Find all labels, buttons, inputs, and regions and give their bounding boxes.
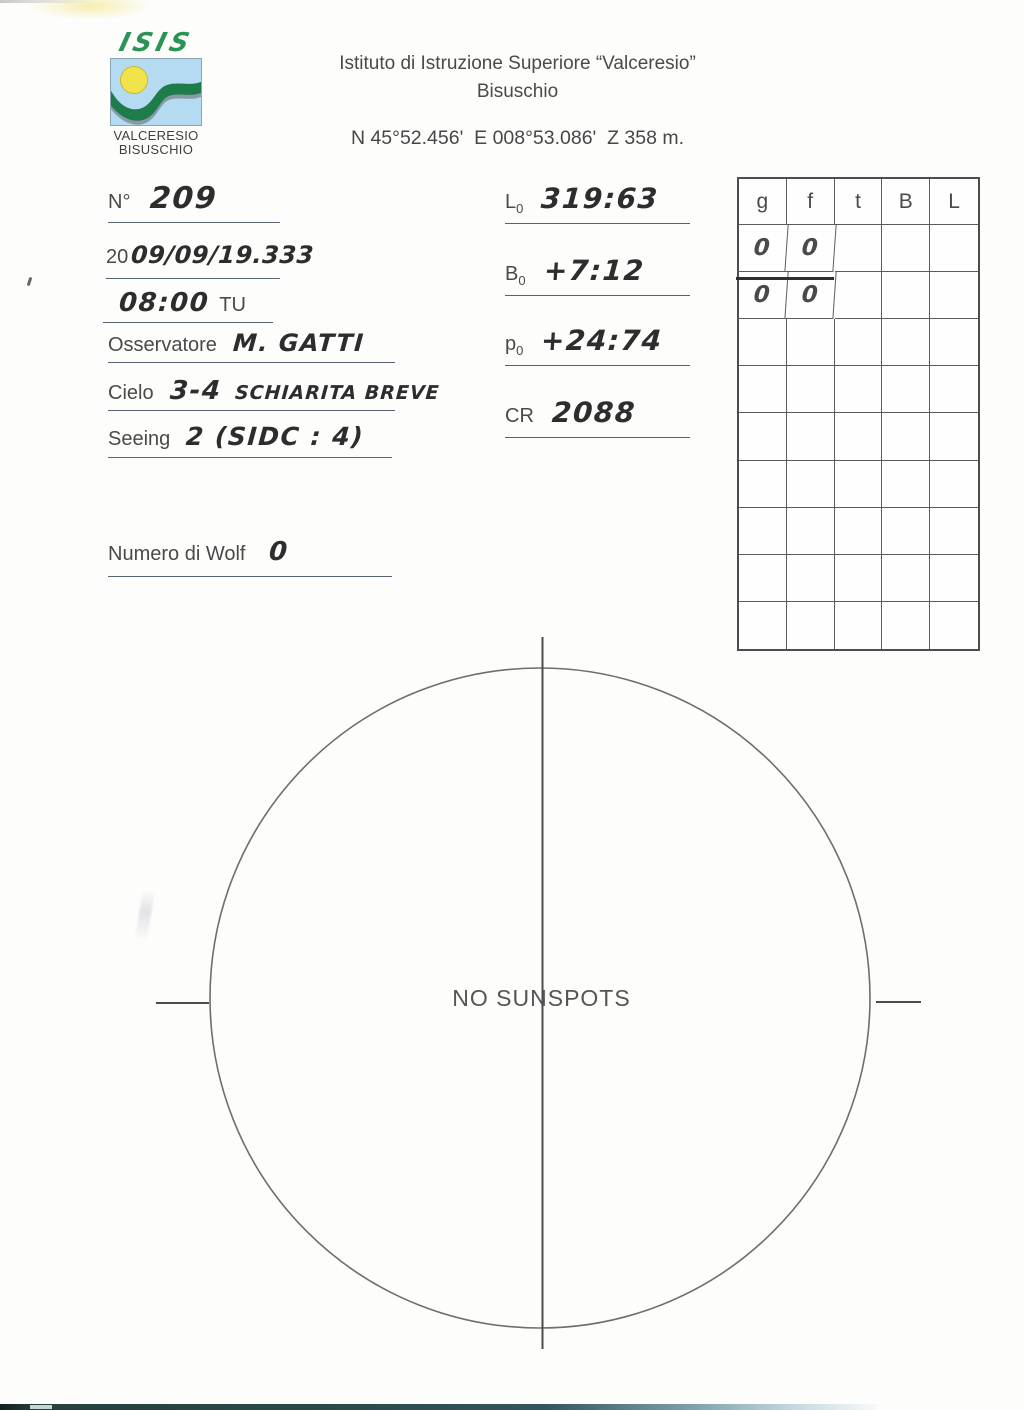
counts-table-cell-r2-c1: 0 (737, 272, 788, 319)
institute-name: Istituto di Istruzione Superiore “Valceresio” (339, 53, 696, 74)
observer-label: Osservatore (108, 334, 217, 356)
sky-note: SCHIARITA BREVE (234, 382, 441, 404)
seeing-label: Seeing (108, 428, 171, 450)
time-value: 08:00 (117, 288, 211, 318)
no-sunspots-annotation: NO SUNSPOTS (452, 985, 631, 1011)
date-value: 09/09/19.333 (130, 241, 316, 269)
logo-name-line1: VALCERESIO (113, 128, 199, 143)
cr-label: CR (505, 405, 534, 427)
counts-table-cell-r1-c2: 0 (785, 225, 836, 272)
p0-value: +24:74 (540, 324, 665, 357)
observer-value: M. GATTI (231, 329, 366, 357)
sky-label: Cielo (108, 382, 154, 404)
cr-value: 2088 (550, 396, 637, 429)
l0-label: $L_0$ (505, 191, 524, 216)
b0-value: +7:12 (542, 254, 646, 287)
counts-table-header-g: g (739, 179, 787, 225)
logo-name-line2: BISUSCHIO (118, 142, 194, 157)
p0-label: $p_0$ (505, 333, 524, 358)
institute-town: Bisuschio (476, 81, 559, 102)
observatory-coordinates: N 45°52.456' E 008°53.086' Z 358 m. (350, 127, 685, 149)
counts-table-header-L: L (930, 179, 978, 225)
sheet-number-value: 209 (149, 181, 219, 216)
sheet-number-label: N° (108, 191, 131, 213)
counts-table-header-f: f (787, 179, 835, 225)
wolf-number-label: Numero di Wolf (108, 543, 246, 565)
logo-acronym-text: ISIS (115, 28, 197, 58)
date-prefix: 20 (106, 246, 129, 268)
counts-table-header-B: B (882, 179, 930, 225)
counts-table-cell-r2-c2: 0 (785, 272, 836, 319)
scan-bottom-bar-notch (30, 1405, 52, 1409)
seeing-value: 2 (SIDC : 4) (185, 422, 366, 451)
b0-label: $B_0$ (505, 263, 526, 288)
sky-value: 3-4 (168, 376, 223, 406)
scan-bottom-bar (0, 1404, 940, 1410)
counts-table-header-t: t (835, 179, 883, 225)
l0-value: 319:63 (540, 182, 661, 215)
counts-table-cell-r1-c1: 0 (737, 225, 788, 272)
time-suffix: TU (219, 294, 246, 316)
wolf-number-value: 0 (268, 537, 291, 567)
